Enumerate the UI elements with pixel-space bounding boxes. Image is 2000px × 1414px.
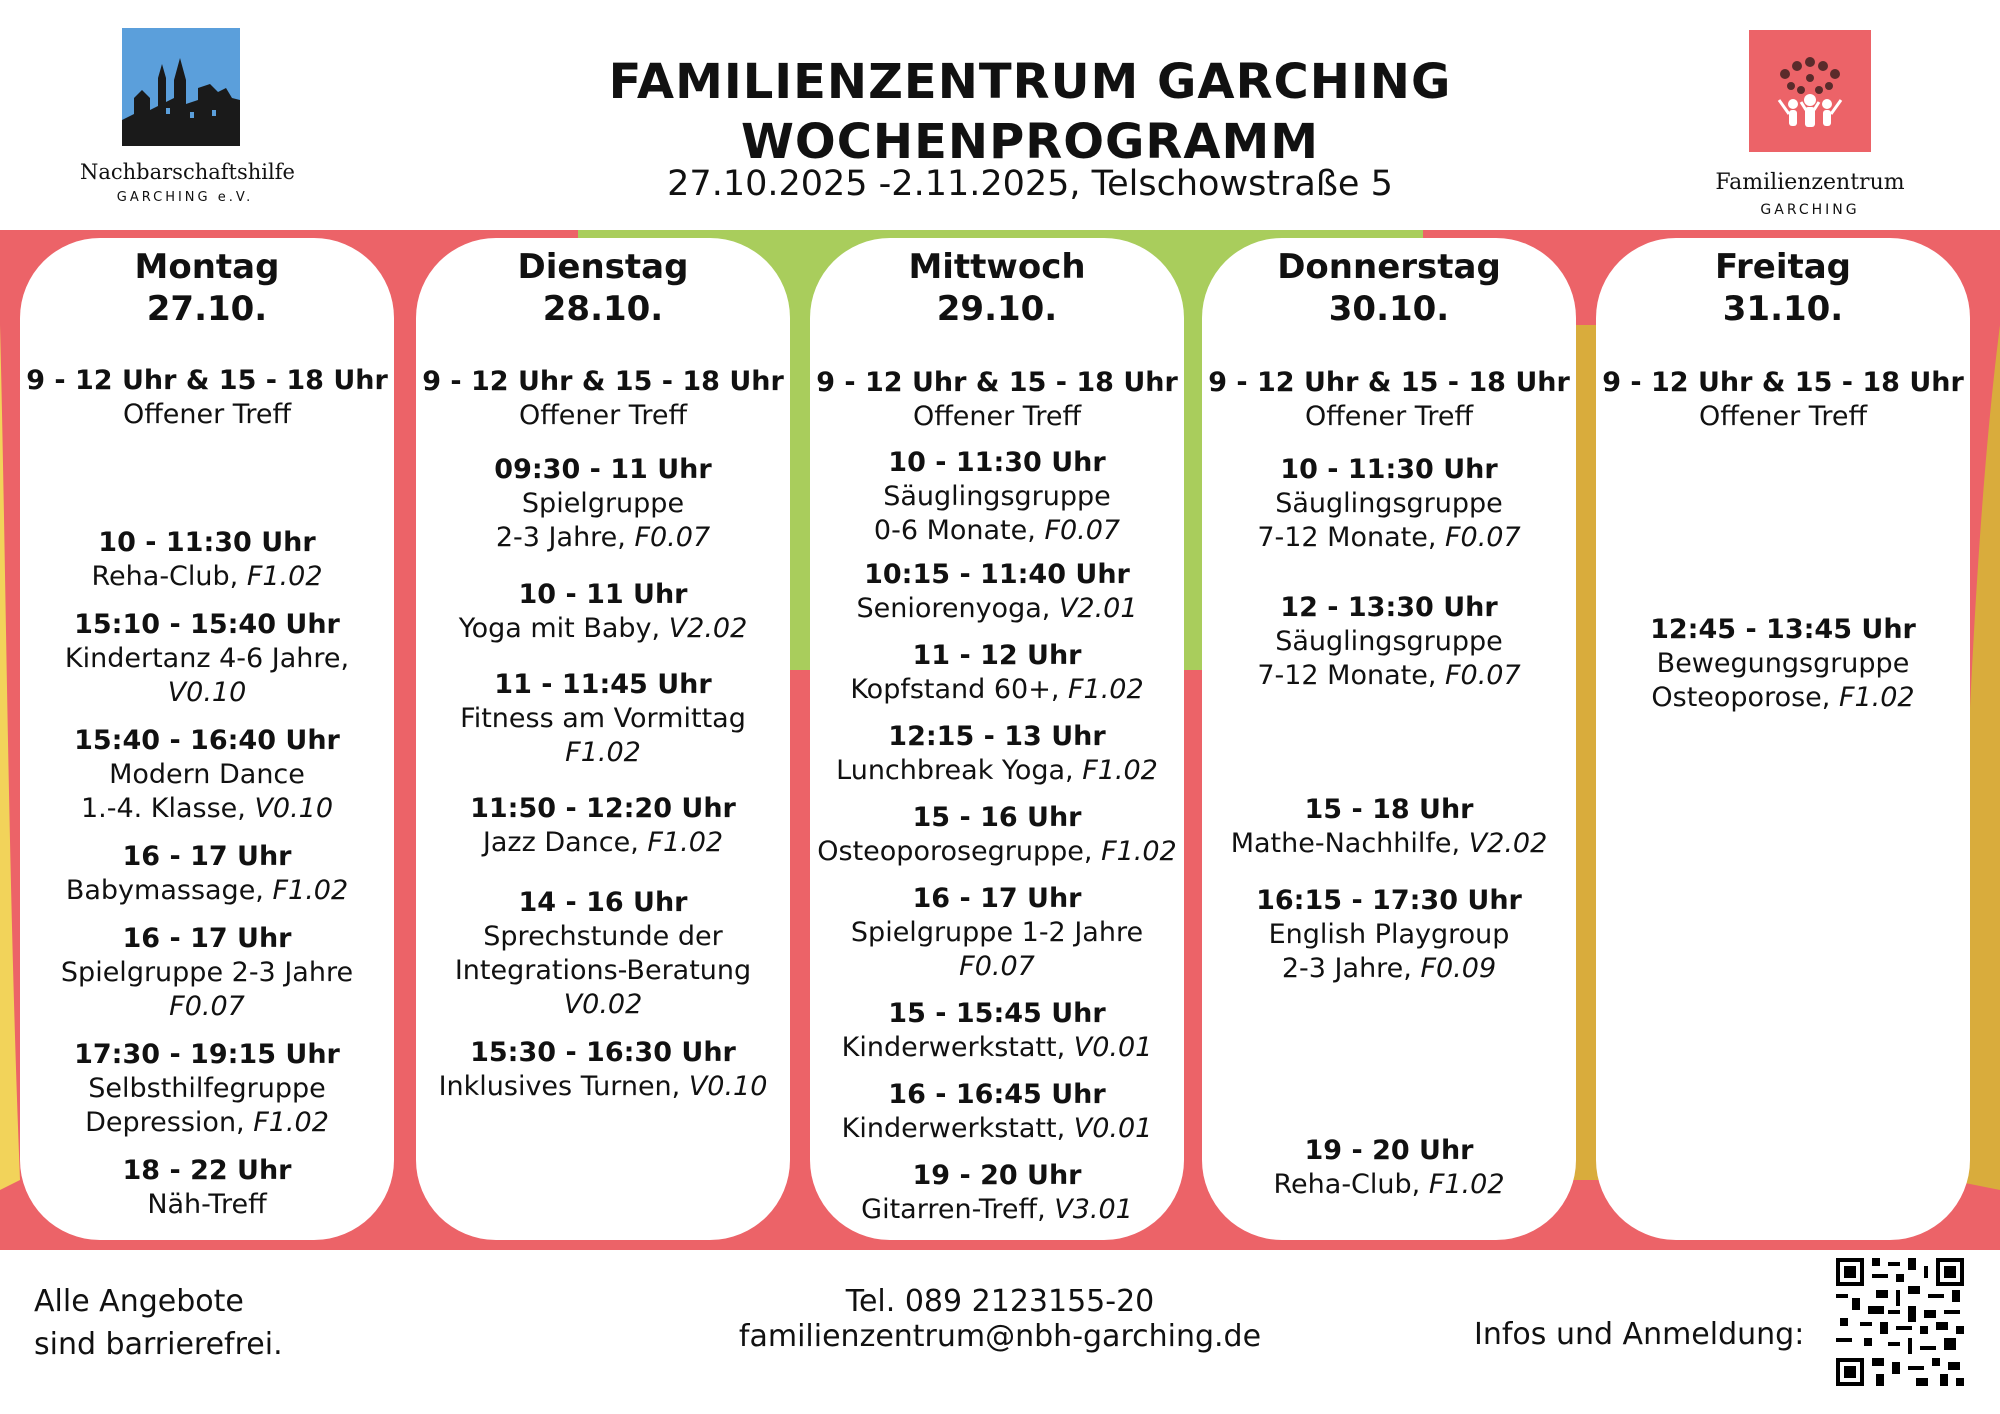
program-entry xyxy=(810,720,1184,788)
entry-desc: Offener Treff xyxy=(912,401,1082,432)
entry-desc: Modern Dance xyxy=(109,759,305,790)
program-entry xyxy=(20,922,394,1024)
program-entry xyxy=(1202,793,1576,861)
contact-info xyxy=(700,1284,1300,1354)
program-entry xyxy=(416,886,790,1022)
entry-desc: Reha-Club, xyxy=(91,561,247,592)
entry-desc-2: 2-3 Jahre, xyxy=(1281,953,1421,984)
entry-desc: Säuglingsgruppe xyxy=(883,481,1111,512)
entry-desc: Lunchbreak Yoga, xyxy=(836,755,1083,786)
program-entry xyxy=(810,997,1184,1065)
entry-time: 15:30 - 16:30 Uhr xyxy=(470,1037,736,1068)
program-entry xyxy=(416,668,790,770)
email-link[interactable]: familienzentrum@nbh-garching.de xyxy=(738,1319,1262,1354)
program-entry xyxy=(20,840,394,908)
entry-room: F0.07 xyxy=(634,522,711,553)
program-entry xyxy=(20,364,394,432)
entry-room: F1.02 xyxy=(253,1107,329,1138)
program-entry xyxy=(810,801,1184,869)
entry-desc-2: Depression, xyxy=(85,1107,254,1138)
entry-desc-2: 7-12 Monate, xyxy=(1257,660,1446,691)
day-card-mittwoch xyxy=(810,238,1184,1240)
entry-room: V0.10 xyxy=(688,1071,768,1102)
entry-desc: Jazz Dance, xyxy=(482,827,648,858)
entry-room: F0.07 xyxy=(959,951,1035,982)
info-label: Infos und Anmeldung: xyxy=(1474,1317,1805,1352)
day-name: Freitag xyxy=(1714,247,1852,287)
page-title xyxy=(500,52,1560,172)
logo-left-name: Nachbarschaftshilfe xyxy=(80,160,295,184)
entry-time: 14 - 16 Uhr xyxy=(518,887,688,918)
entry-desc: Inklusives Turnen, xyxy=(438,1071,689,1102)
program-entry xyxy=(810,639,1184,707)
logo-right-name: Familienzentrum xyxy=(1715,170,1905,195)
day-date: 27.10. xyxy=(146,289,268,329)
title-line-1: FAMILIENZENTRUM GARCHING xyxy=(608,54,1452,110)
entry-desc-2: Osteoporose, xyxy=(1651,682,1839,713)
entry-desc: Babymassage, xyxy=(65,875,273,906)
entry-room: V0.01 xyxy=(1073,1113,1153,1144)
program-entry xyxy=(1202,453,1576,555)
entry-room: V0.01 xyxy=(1073,1032,1153,1063)
day-name: Mittwoch xyxy=(908,247,1086,287)
entry-desc-2: 1.-4. Klasse, xyxy=(80,793,255,824)
entry-time: 12:15 - 13 Uhr xyxy=(888,721,1106,752)
day-name: Montag xyxy=(134,247,280,287)
day-header xyxy=(810,246,1184,330)
entry-room: V3.01 xyxy=(1054,1194,1133,1225)
program-entry xyxy=(20,1038,394,1140)
program-entry xyxy=(416,453,790,555)
day-date: 30.10. xyxy=(1328,289,1450,329)
program-entry xyxy=(1202,591,1576,693)
accessibility-note xyxy=(34,1280,283,1366)
day-header xyxy=(20,246,394,330)
entry-room: F1.02 xyxy=(1101,836,1177,867)
entry-desc: Spielgruppe 1-2 Jahre xyxy=(850,917,1144,948)
entry-room: F1.02 xyxy=(1068,674,1144,705)
entry-desc: Yoga mit Baby, xyxy=(458,613,669,644)
entry-room: F1.02 xyxy=(246,561,323,592)
entry-desc: Fitness am Vormittag xyxy=(460,703,746,734)
logo-left-sub: GARCHING e.V. xyxy=(116,190,254,205)
entry-desc: Offener Treff xyxy=(518,400,688,431)
entry-room: V2.02 xyxy=(1468,828,1548,859)
accessibility-line-2: sind barrierefrei. xyxy=(34,1327,283,1362)
entry-time: 19 - 20 Uhr xyxy=(1304,1135,1474,1166)
entry-time: 10:15 - 11:40 Uhr xyxy=(864,559,1130,590)
entry-desc: Kinderwerkstatt, xyxy=(841,1032,1074,1063)
entry-room: F1.02 xyxy=(565,737,641,768)
program-entry xyxy=(810,1159,1184,1227)
day-name: Donnerstag xyxy=(1277,247,1501,287)
entry-time: 11 - 11:45 Uhr xyxy=(494,669,712,700)
entry-desc: Seniorenyoga, xyxy=(856,593,1059,624)
entry-time: 18 - 22 Uhr xyxy=(122,1155,292,1186)
entry-time: 10 - 11:30 Uhr xyxy=(98,527,316,558)
entry-room: V0.02 xyxy=(563,989,643,1020)
program-entry xyxy=(1202,884,1576,986)
entry-room: V0.10 xyxy=(254,793,334,824)
page-subtitle: 27.10.2025 -2.11.2025, Telschowstraße 5 xyxy=(667,164,1393,204)
entry-time: 9 - 12 Uhr & 15 - 18 Uhr xyxy=(1602,367,1964,398)
entry-room: F0.07 xyxy=(169,991,245,1022)
entry-desc: Osteoporosegruppe, xyxy=(817,836,1102,867)
program-entry xyxy=(20,1154,394,1222)
program-entry xyxy=(20,724,394,826)
day-header xyxy=(1202,246,1576,330)
entry-desc-2: 0-6 Monate, xyxy=(873,515,1045,546)
program-entry xyxy=(810,1078,1184,1146)
entry-room: F1.02 xyxy=(1082,755,1158,786)
entry-time: 15 - 16 Uhr xyxy=(912,802,1082,833)
church-skyline-icon xyxy=(122,28,240,146)
entry-desc: Mathe-Nachhilfe, xyxy=(1230,828,1469,859)
entry-time: 16 - 16:45 Uhr xyxy=(888,1079,1106,1110)
logo-right-sub: GARCHING xyxy=(1760,202,1860,218)
entry-room: F1.02 xyxy=(272,875,349,906)
program-entry xyxy=(416,1036,790,1104)
program-entry xyxy=(1202,366,1576,434)
entry-time: 16 - 17 Uhr xyxy=(912,883,1082,914)
entry-desc: Reha-Club, xyxy=(1273,1169,1429,1200)
entry-desc: Offener Treff xyxy=(1698,401,1868,432)
day-name: Dienstag xyxy=(517,247,689,287)
entry-desc: Näh-Treff xyxy=(147,1189,267,1220)
entry-time: 15 - 15:45 Uhr xyxy=(888,998,1106,1029)
day-card-dienstag xyxy=(416,238,790,1240)
program-entry xyxy=(416,792,790,860)
entry-time: 11 - 12 Uhr xyxy=(912,640,1082,671)
entry-time: 10 - 11:30 Uhr xyxy=(1280,454,1498,485)
program-entry xyxy=(20,526,394,594)
entry-room: F0.07 xyxy=(1445,522,1521,553)
entry-room: V2.02 xyxy=(668,613,748,644)
qr-code-icon[interactable] xyxy=(1836,1258,1964,1386)
day-date: 28.10. xyxy=(542,289,664,329)
entry-time: 15 - 18 Uhr xyxy=(1304,794,1474,825)
day-card-montag xyxy=(20,238,394,1240)
title-line-2: WOCHENPROGRAMM xyxy=(740,114,1320,170)
program-entry xyxy=(416,365,790,433)
entry-time: 9 - 12 Uhr & 15 - 18 Uhr xyxy=(26,365,388,396)
entry-time: 16:15 - 17:30 Uhr xyxy=(1256,885,1522,916)
program-entry xyxy=(1596,613,1970,715)
day-date: 29.10. xyxy=(936,289,1058,329)
entry-desc: Sprechstunde der xyxy=(483,921,723,952)
entry-room: F1.02 xyxy=(1428,1169,1505,1200)
entry-desc: English Playgroup xyxy=(1268,919,1510,950)
entry-desc: Kindertanz 4-6 Jahre, xyxy=(64,643,350,674)
entry-time: 12 - 13:30 Uhr xyxy=(1280,592,1498,623)
entry-desc-2: 2-3 Jahre, xyxy=(495,522,635,553)
entry-room: F1.02 xyxy=(647,827,724,858)
entry-desc: Säuglingsgruppe xyxy=(1275,626,1503,657)
logo-familienzentrum xyxy=(1710,30,1910,220)
entry-room: F0.07 xyxy=(1445,660,1521,691)
entry-desc: Offener Treff xyxy=(1304,401,1474,432)
program-entry xyxy=(1202,1134,1576,1202)
program-entry xyxy=(20,608,394,710)
entry-time: 9 - 12 Uhr & 15 - 18 Uhr xyxy=(1208,367,1570,398)
day-header xyxy=(1596,246,1970,330)
entry-desc: Spielgruppe 2-3 Jahre xyxy=(60,957,354,988)
entry-room: V0.10 xyxy=(167,677,247,708)
entry-time: 17:30 - 19:15 Uhr xyxy=(74,1039,340,1070)
logo-nachbarschaftshilfe xyxy=(80,28,295,213)
entry-time: 10 - 11:30 Uhr xyxy=(888,447,1106,478)
entry-desc: Offener Treff xyxy=(122,399,292,430)
entry-desc: Spielgruppe xyxy=(521,488,685,519)
entry-time: 09:30 - 11 Uhr xyxy=(494,454,712,485)
entry-time: 16 - 17 Uhr xyxy=(122,841,292,872)
program-entry xyxy=(810,558,1184,626)
program-entry xyxy=(810,882,1184,984)
day-card-donnerstag xyxy=(1202,238,1576,1240)
entry-room: F0.09 xyxy=(1420,953,1497,984)
day-header xyxy=(416,246,790,330)
entry-time: 15:10 - 15:40 Uhr xyxy=(74,609,340,640)
entry-desc: Säuglingsgruppe xyxy=(1275,488,1503,519)
program-entry xyxy=(1596,366,1970,434)
entry-room: F0.07 xyxy=(1044,515,1121,546)
entry-time: 9 - 12 Uhr & 15 - 18 Uhr xyxy=(816,367,1178,398)
entry-desc: Kinderwerkstatt, xyxy=(841,1113,1074,1144)
program-entry xyxy=(810,446,1184,548)
program-entry xyxy=(810,366,1184,434)
entry-room: V2.01 xyxy=(1058,593,1138,624)
entry-desc-2: Integrations-Beratung xyxy=(454,955,752,986)
entry-time: 16 - 17 Uhr xyxy=(122,923,292,954)
phone-number[interactable]: Tel. 089 2123155-20 xyxy=(845,1284,1155,1319)
entry-desc: Selbsthilfegruppe xyxy=(88,1073,326,1104)
entry-room: F1.02 xyxy=(1838,682,1915,713)
entry-time: 12:45 - 13:45 Uhr xyxy=(1650,614,1916,645)
day-card-freitag xyxy=(1596,238,1970,1240)
entry-time: 11:50 - 12:20 Uhr xyxy=(470,793,736,824)
entry-time: 9 - 12 Uhr & 15 - 18 Uhr xyxy=(422,366,784,397)
entry-desc: Kopfstand 60+, xyxy=(850,674,1069,705)
entry-time: 15:40 - 16:40 Uhr xyxy=(74,725,340,756)
entry-desc: Gitarren-Treff, xyxy=(861,1194,1055,1225)
entry-time: 10 - 11 Uhr xyxy=(518,579,688,610)
entry-desc: Bewegungsgruppe xyxy=(1656,648,1910,679)
entry-time: 19 - 20 Uhr xyxy=(912,1160,1082,1191)
day-date: 31.10. xyxy=(1722,289,1844,329)
family-tree-icon xyxy=(1749,30,1871,152)
program-entry xyxy=(416,578,790,646)
entry-desc-2: 7-12 Monate, xyxy=(1257,522,1446,553)
accessibility-line-1: Alle Angebote xyxy=(34,1284,244,1319)
